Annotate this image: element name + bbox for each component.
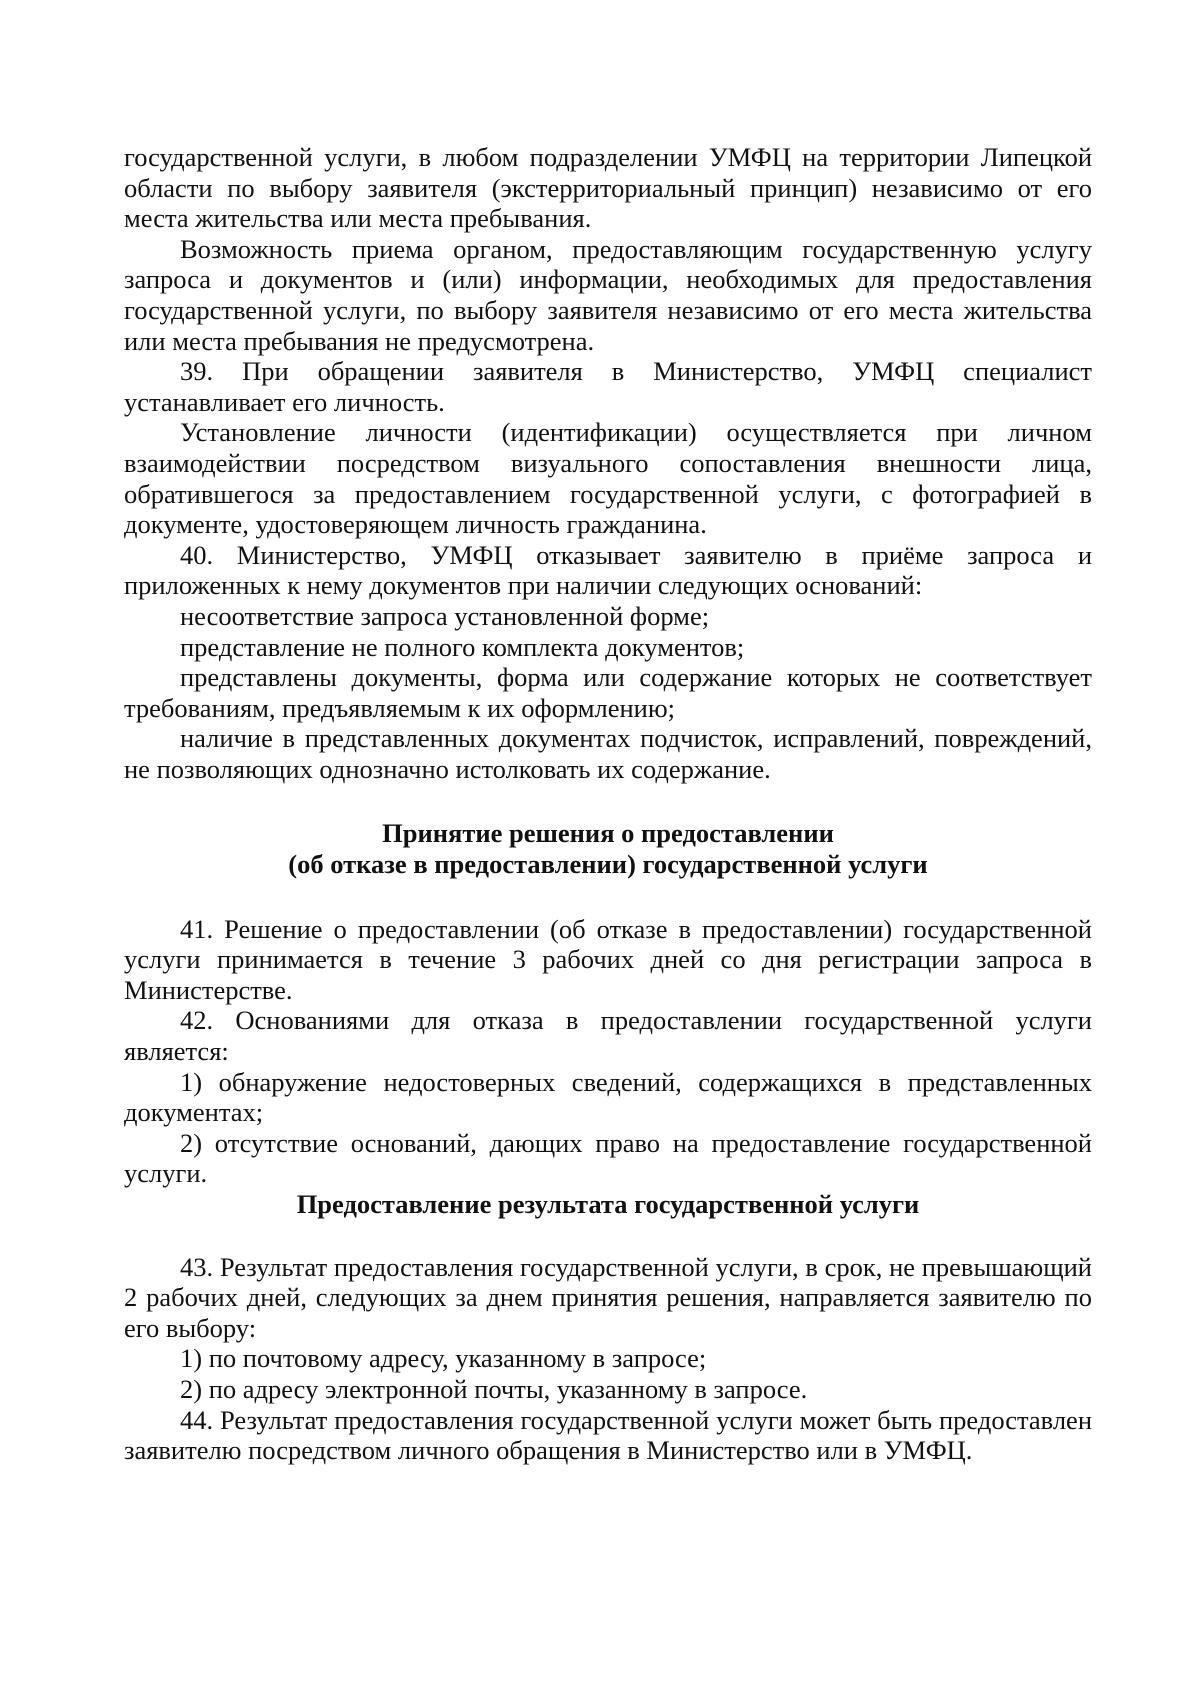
list-item-no-grounds: 2) отсутствие оснований, дающих право на предоставление государственной услуги. bbox=[124, 1127, 1092, 1189]
section-heading-result: Предоставление результата государственной услуги bbox=[296, 1189, 920, 1219]
section-heading-decision-line-1: Принятие решения о предоставлении bbox=[382, 818, 834, 849]
list-item-requirements-mismatch: представлены документы, форма или содержание которых не соответствует требованиям, предъявляемым к их оформлению; bbox=[124, 662, 1092, 723]
list-item-email-address: 2) по адресу электронной почты, указанному в запросе. bbox=[180, 1373, 808, 1404]
paragraph-continuation: государственной услуги, в любом подразделении УМФЦ на территории Липецкой области по выбору заявителя (экстерриториальный принцип) независимо от его места жительства или места пребывания. bbox=[124, 142, 1092, 234]
list-item-postal-address: 1) по почтовому адресу, указанному в запросе; bbox=[180, 1343, 707, 1374]
document-body bbox=[124, 142, 1092, 1466]
paragraph-item-41: 41. Решение о предоставлении (об отказе в предоставлении) государственной услуги принимается в течение 3 рабочих дней со дня регистрации запроса в Министерстве. bbox=[124, 913, 1092, 1005]
paragraph-item-40: 40. Министерство, УМФЦ отказывает заявителю в приёме запроса и приложенных к нему документов при наличии следующих оснований: bbox=[124, 539, 1092, 601]
paragraph-item-43: 43. Результат предоставления государственной услуги, в срок, не превышающий 2 рабочих дней, следующих за днем принятия решения, направляется заявителю по его выбору: bbox=[124, 1251, 1092, 1343]
paragraph-identification: Установление личности (идентификации) осуществляется при личном взаимодействии посредством визуального сопоставления внешности лица, обратившегося за предоставлением государственной услуги, с фотографией в документе, удостоверяющем личность гражданина. bbox=[124, 417, 1092, 540]
paragraph-item-42: 42. Основаниями для отказа в предоставлении государственной услуги является: bbox=[124, 1005, 1092, 1067]
paragraph-item-44: 44. Результат предоставления государственной услуги может быть предоставлен заявителю посредством личного обращения в Министерство или в УМФЦ. bbox=[124, 1404, 1092, 1466]
paragraph-reception-possibility: Возможность приема органом, предоставляющим государственную услугу запроса и документов и (или) информации, необходимых для предоставления государственной услуги, по выбору заявителя независимо от его места жительства или места пребывания не предусмотрена. bbox=[124, 233, 1092, 356]
list-item-unreliable-info: 1) обнаружение недостоверных сведений, содержащихся в представленных документах; bbox=[124, 1066, 1092, 1128]
list-item-corrections: наличие в представленных документах подчисток, исправлений, повреждений, не позволяющих однозначно истолковать их содержание. bbox=[124, 723, 1092, 784]
paragraph-item-39: 39. При обращении заявителя в Министерство, УМФЦ специалист устанавливает его личность. bbox=[124, 356, 1092, 417]
list-item-incomplete-set: представление не полного комплекта документов; bbox=[180, 631, 745, 662]
list-item-form-mismatch: несоответствие запроса установленной форме; bbox=[180, 600, 710, 631]
section-heading-decision-line-2: (об отказе в предоставлении) государственной услуги bbox=[288, 849, 928, 880]
